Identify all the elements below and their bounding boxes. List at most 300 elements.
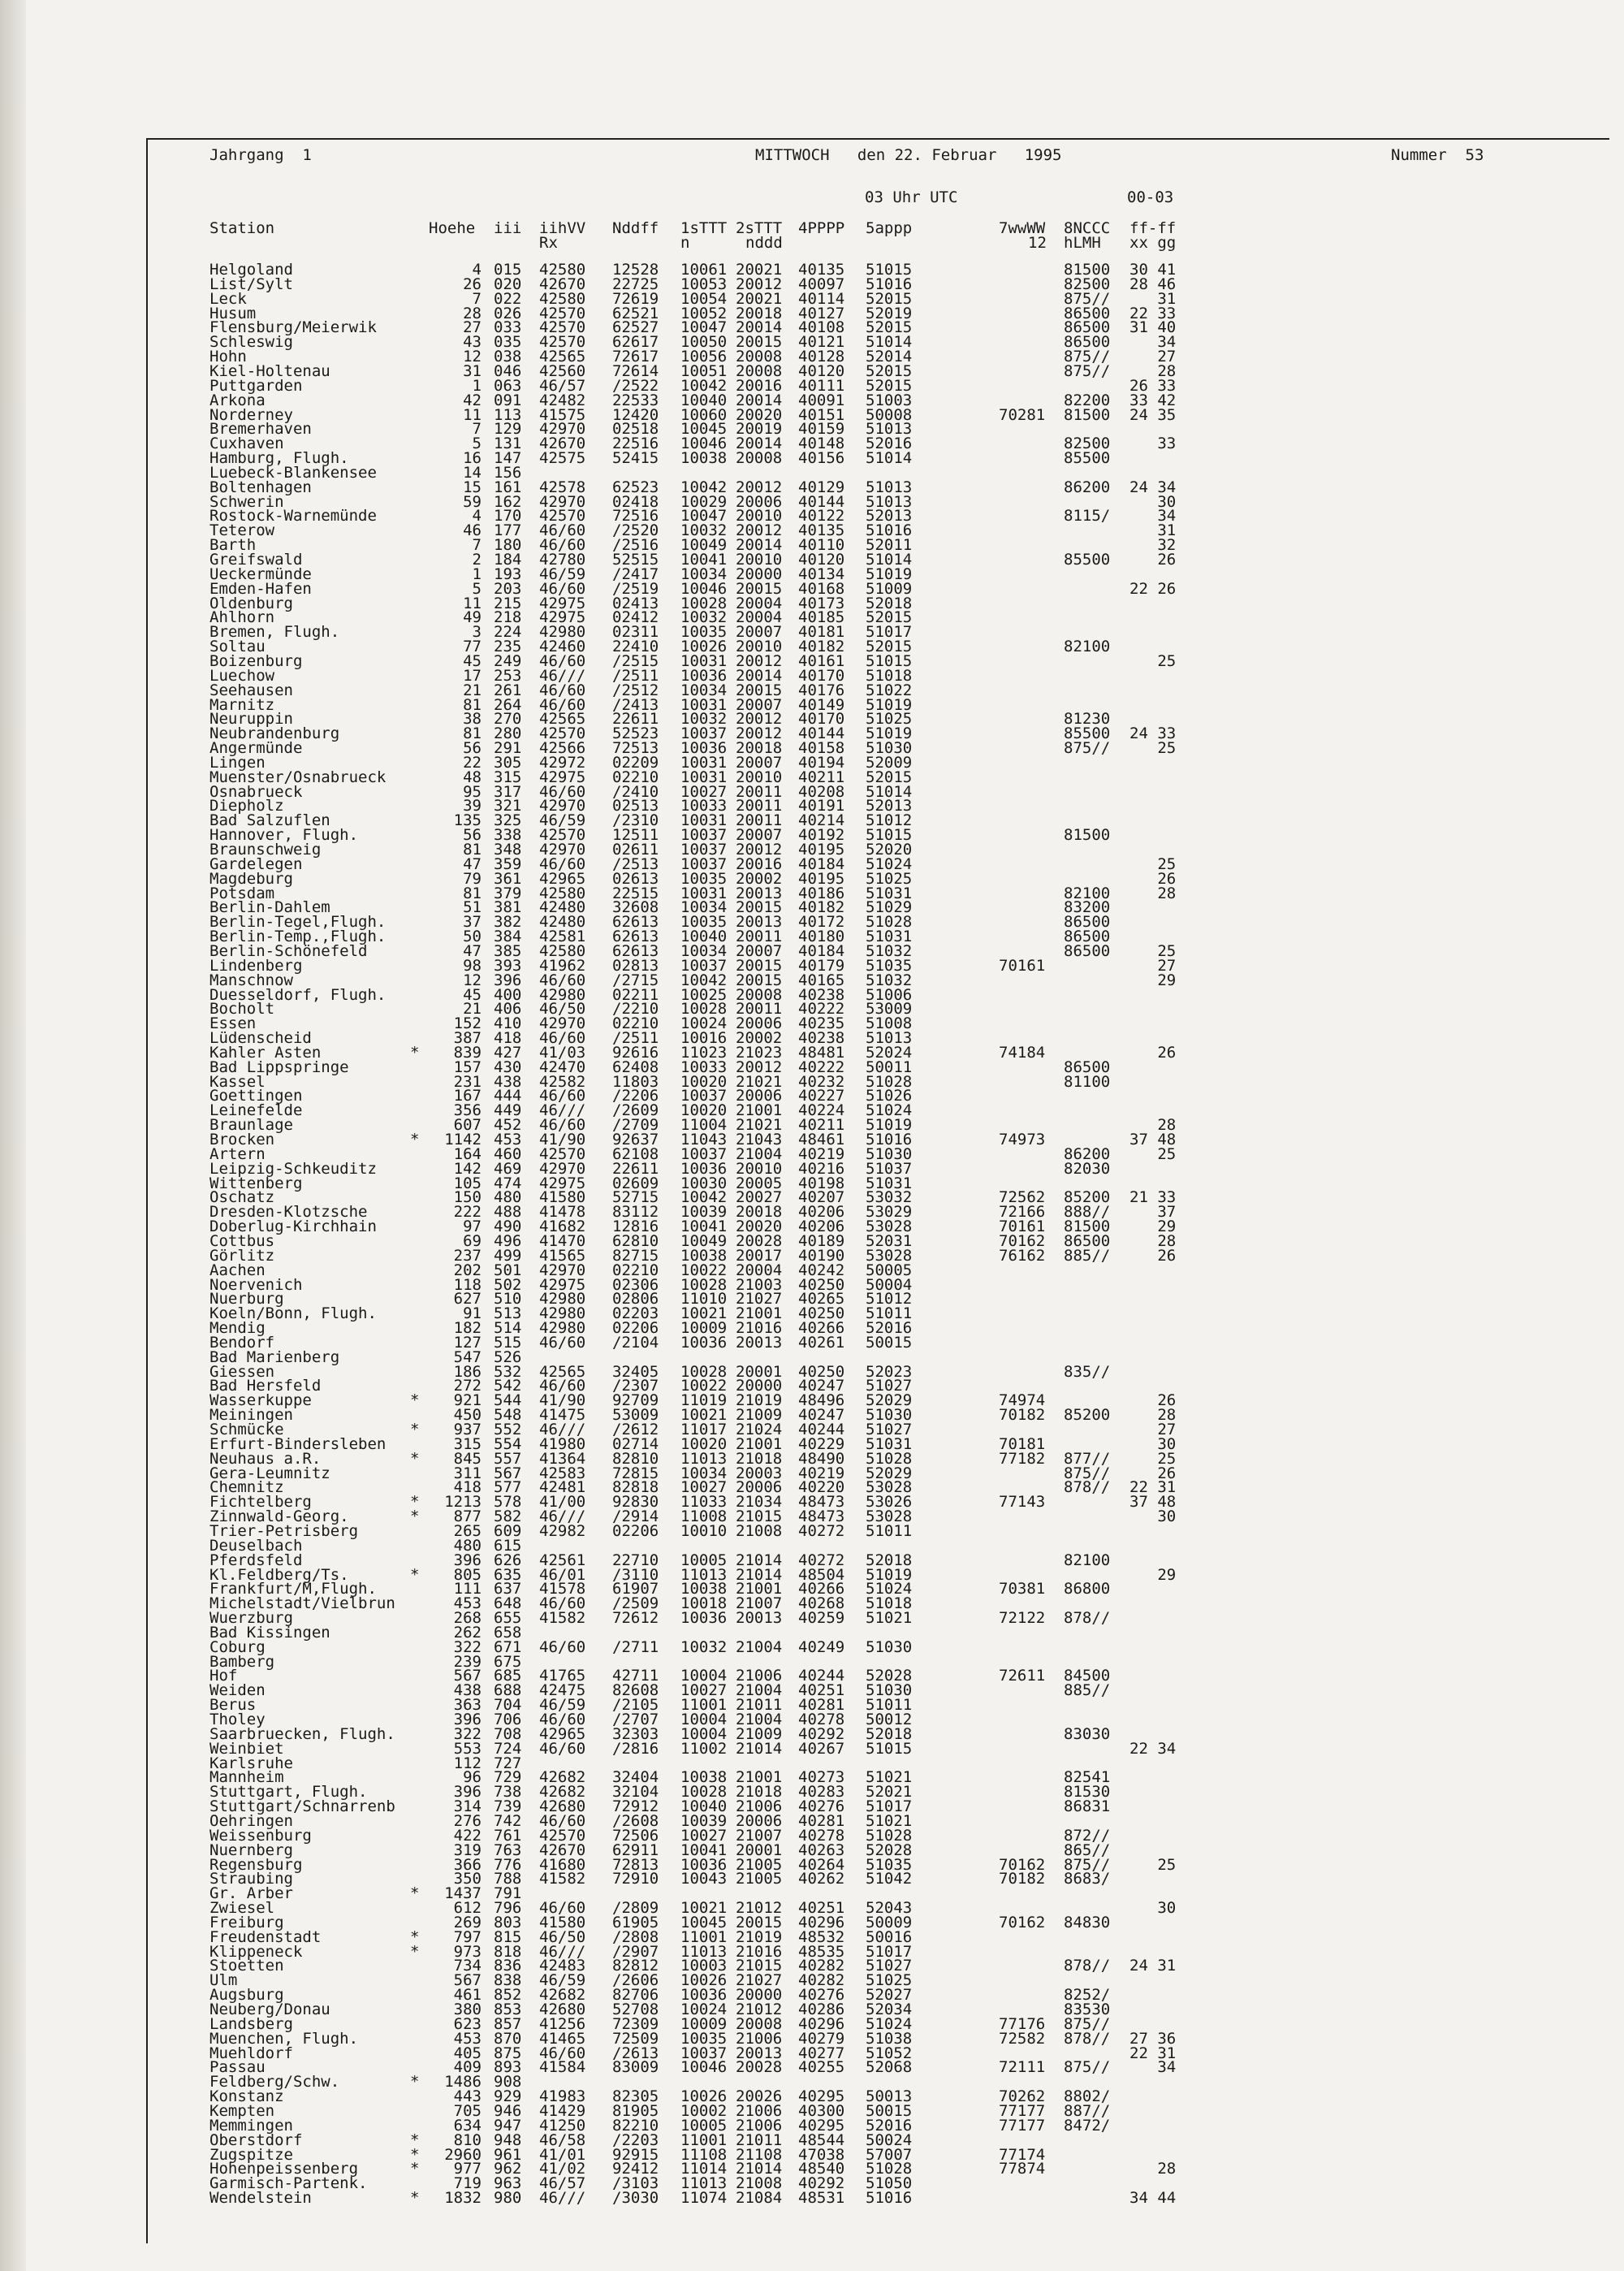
cell-a5: 52015 [866, 768, 913, 786]
cell-p4: 40295 [798, 2116, 845, 2135]
cell-p4: 40097 [798, 275, 845, 293]
cell-hoehe: 607 [453, 1116, 482, 1135]
cell-n8: 86500 [1064, 913, 1111, 932]
cell-station: Angermünde [209, 739, 303, 758]
cell-iii: 675 [494, 1652, 522, 1671]
cell-station: Ahlhorn [209, 608, 275, 627]
cell-iii: 526 [494, 1347, 522, 1366]
cell-hoehe: 311 [453, 1464, 482, 1482]
cell-t1: 10042 [680, 478, 728, 496]
cell-ihvv: 42670 [539, 435, 586, 453]
cell-iii: 113 [494, 405, 522, 424]
cell-hoehe: 1213 [444, 1493, 482, 1512]
cell-ihvv: 46/60 [539, 1087, 586, 1105]
cell-ndff: 92412 [612, 2160, 659, 2178]
cell-ff: 22 34 [1129, 1739, 1177, 1758]
cell-hoehe: 202 [453, 1261, 482, 1279]
cell-hoehe: 839 [453, 1043, 482, 1062]
cell-ihvv: 41364 [539, 1449, 586, 1468]
cell-t1: 10004 [680, 1711, 728, 1728]
cell-ndff: /2914 [612, 1508, 659, 1526]
date-line: MITTWOCH den 22. Februar 1995 [755, 146, 1062, 164]
cell-station: Stuttgart/Schnarrenb [209, 1797, 395, 1816]
cell-ndff: 02611 [612, 841, 659, 859]
cell-iii: 162 [494, 492, 522, 511]
cell-ndff: 02210 [612, 1261, 659, 1279]
cell-p4: 40244 [798, 1421, 845, 1438]
cell-ndff: 83009 [612, 2058, 659, 2077]
cell-hoehe: 396 [453, 1783, 482, 1802]
cell-ndff: /2609 [612, 1101, 659, 1120]
cell-star: * [410, 1391, 420, 1410]
cell-p4: 40108 [798, 318, 845, 337]
cell-hoehe: 48 [463, 768, 482, 786]
cell-p4: 48490 [798, 1449, 845, 1468]
cell-a5: 51019 [866, 1116, 913, 1135]
cell-iii: 131 [494, 435, 522, 453]
cell-a5: 51027 [866, 1377, 913, 1395]
cell-a5: 51012 [866, 1290, 913, 1309]
cell-a5: 51026 [866, 1087, 913, 1105]
cell-p4: 40222 [798, 1058, 845, 1076]
cell-station: Neuruppin [209, 710, 293, 729]
cell-ihvv: 42570 [539, 1826, 586, 1845]
cell-hoehe: 186 [453, 1362, 482, 1381]
cell-ihvv: 42460 [539, 638, 586, 656]
cell-ndff: 42711 [612, 1667, 659, 1685]
cell-iii: 501 [494, 1261, 522, 1279]
cell-ndff: 32608 [612, 898, 659, 917]
cell-n8: 81500 [1064, 826, 1111, 845]
cell-p4: 40276 [798, 1797, 845, 1816]
cell-a5: 51019 [866, 725, 913, 743]
cell-ihvv: 42680 [539, 2001, 586, 2018]
cell-iii: 235 [494, 638, 522, 656]
cell-t2: 20008 [736, 449, 783, 468]
cell-ndff: 82818 [612, 1478, 659, 1497]
cell-t2: 20004 [736, 594, 783, 612]
cell-ndff: 02413 [612, 594, 659, 612]
cell-hoehe: 51 [463, 898, 482, 917]
cell-t1: 10038 [680, 1768, 728, 1787]
cell-a5: 51028 [866, 913, 913, 932]
cell-station: Bocholt [209, 1000, 275, 1019]
cell-t1: 10025 [680, 985, 728, 1004]
col-station: Station [209, 219, 275, 237]
cell-n8: 878// [1064, 2029, 1111, 2048]
cell-t2: 21001 [736, 1304, 783, 1323]
cell-station: Goettingen [209, 1087, 303, 1105]
cell-a5: 51019 [866, 695, 913, 714]
cell-station: Arkona [209, 391, 266, 409]
cell-t1: 10031 [680, 753, 728, 772]
cell-t1: 10037 [680, 1144, 728, 1163]
cell-ff: 28 [1129, 884, 1177, 902]
cell-iii: 870 [494, 2029, 522, 2048]
cell-a5: 51028 [866, 1072, 913, 1091]
cell-ndff: 62617 [612, 333, 659, 352]
cell-station: Saarbruecken, Flugh. [209, 1724, 395, 1743]
cell-a5: 51016 [866, 275, 913, 293]
cell-n8: 86500 [1064, 333, 1111, 352]
cell-hoehe: 567 [453, 1971, 482, 1990]
cell-station: Boltenhagen [209, 478, 312, 496]
cell-p4: 40111 [798, 376, 845, 395]
cell-p4: 40261 [798, 1333, 845, 1352]
cell-station: Wasserkuppe [209, 1391, 312, 1410]
cell-t2: 21034 [736, 1493, 783, 1512]
cell-iii: 224 [494, 623, 522, 642]
cell-p4: 40286 [798, 2001, 845, 2018]
cell-n8: 875// [1064, 739, 1111, 758]
cell-hoehe: 418 [453, 1478, 482, 1497]
cell-station: Lingen [209, 753, 266, 772]
cell-t2: 21007 [736, 1594, 783, 1613]
cell-t1: 10033 [680, 1058, 728, 1076]
cell-a5: 52020 [866, 841, 913, 859]
cell-station: Potsdam [209, 884, 275, 902]
cell-p4: 40184 [798, 854, 845, 873]
col-t2: 2sTTT [736, 219, 783, 237]
cell-iii: 035 [494, 333, 522, 352]
cell-iii: 129 [494, 420, 522, 439]
cell-t2: 20010 [736, 1159, 783, 1178]
cell-ihvv: 42580 [539, 261, 586, 279]
cell-t1: 11001 [680, 1927, 728, 1946]
cell-p4: 40192 [798, 826, 845, 845]
cell-ihvv: 41682 [539, 1218, 586, 1236]
cell-hoehe: 39 [463, 797, 482, 815]
cell-a5: 52028 [866, 1667, 913, 1685]
cell-ww: 70381 [999, 1580, 1046, 1598]
cell-hoehe: 164 [453, 1144, 482, 1163]
cell-hoehe: 547 [453, 1347, 482, 1366]
cell-station: Wendelstein [209, 2189, 312, 2208]
cell-n8: 86500 [1064, 1231, 1111, 1250]
cell-hoehe: 937 [453, 1421, 482, 1438]
cell-ihvv: 42965 [539, 869, 586, 888]
cell-p4: 40295 [798, 2087, 845, 2106]
cell-t2: 21019 [736, 1927, 783, 1946]
cell-a5: 52009 [866, 753, 913, 772]
cell-t1: 10034 [680, 1464, 728, 1482]
cell-station: Lindenberg [209, 956, 303, 975]
cell-p4: 40219 [798, 1144, 845, 1163]
cell-p4: 40156 [798, 449, 845, 468]
cell-ihvv: 41765 [539, 1667, 586, 1685]
cell-t2: 21021 [736, 1072, 783, 1091]
cell-a5: 52018 [866, 1724, 913, 1743]
cell-ndff: 72309 [612, 2014, 659, 2033]
cell-a5: 52018 [866, 594, 913, 612]
cell-a5: 52016 [866, 435, 913, 453]
cell-n8: 82500 [1064, 275, 1111, 293]
cell-ndff: 32303 [612, 1724, 659, 1743]
cell-t2: 20012 [736, 1058, 783, 1076]
cell-iii: 280 [494, 725, 522, 743]
cell-ff: 28 [1129, 1231, 1177, 1250]
cell-iii: 291 [494, 739, 522, 758]
cell-p4: 40170 [798, 666, 845, 685]
cell-hoehe: 877 [453, 1508, 482, 1526]
cell-t2: 20018 [736, 739, 783, 758]
cell-hoehe: 81 [463, 725, 482, 743]
cell-n8: 82100 [1064, 638, 1111, 656]
cell-t2: 20012 [736, 725, 783, 743]
cell-ndff: 62521 [612, 304, 659, 322]
cell-a5: 51014 [866, 333, 913, 352]
cell-iii: 609 [494, 1521, 522, 1540]
cell-ww: 77143 [999, 1493, 1046, 1512]
cell-ihvv: 42980 [539, 623, 586, 642]
cell-p4: 40250 [798, 1275, 845, 1294]
cell-station: Seehausen [209, 681, 293, 699]
cell-t1: 10020 [680, 1072, 728, 1091]
cell-a5: 51024 [866, 854, 913, 873]
cell-p4: 40185 [798, 608, 845, 627]
cell-p4: 40244 [798, 1667, 845, 1685]
cell-t2: 20002 [736, 1029, 783, 1048]
cell-ndff: 92637 [612, 1131, 659, 1148]
cell-t2: 21018 [736, 1783, 783, 1802]
cell-t1: 10002 [680, 2101, 728, 2120]
cell-ihvv: 41584 [539, 2058, 586, 2077]
cell-t1: 10031 [680, 811, 728, 830]
cell-a5: 52011 [866, 536, 913, 555]
cell-hoehe: 363 [453, 1696, 482, 1715]
cell-n8: 8115/ [1064, 507, 1111, 526]
cell-iii: 444 [494, 1087, 522, 1105]
cell-a5: 51003 [866, 391, 913, 409]
cell-t1: 10024 [680, 1014, 728, 1033]
cell-ndff: 02206 [612, 1319, 659, 1338]
cell-station: Artern [209, 1144, 266, 1163]
cell-station: Braunlage [209, 1116, 293, 1135]
cell-ndff: 02412 [612, 608, 659, 627]
cell-iii: 577 [494, 1478, 522, 1497]
cell-t1: 10027 [680, 1478, 728, 1497]
cell-iii: 393 [494, 956, 522, 975]
cell-t2: 20021 [736, 289, 783, 308]
cell-t1: 10010 [680, 1521, 728, 1540]
cell-t2: 20015 [736, 1913, 783, 1931]
cell-a5: 51029 [866, 898, 913, 917]
cell-a5: 51038 [866, 2029, 913, 2048]
cell-ndff: /2816 [612, 1739, 659, 1758]
cell-ndff: /2310 [612, 811, 659, 830]
cell-ndff: 62527 [612, 318, 659, 337]
cell-a5: 52068 [866, 2058, 913, 2077]
cell-t1: 10051 [680, 361, 728, 380]
cell-hoehe: 45 [463, 651, 482, 670]
cell-ihvv: 42970 [539, 841, 586, 859]
cell-p4: 40189 [798, 1231, 845, 1250]
cell-ndff: 02613 [612, 869, 659, 888]
cell-t1: 10034 [680, 681, 728, 699]
cell-hoehe: 17 [463, 666, 482, 685]
cell-ihvv: 41580 [539, 1188, 586, 1207]
cell-p4: 40127 [798, 304, 845, 322]
cell-ff: 24 31 [1129, 1957, 1177, 1975]
cell-n8: 82100 [1064, 1551, 1111, 1569]
cell-iii: 156 [494, 463, 522, 482]
cell-t2: 21016 [736, 1942, 783, 1961]
cell-ndff: 72815 [612, 1464, 659, 1482]
cell-a5: 51032 [866, 971, 913, 989]
cell-iii: 038 [494, 348, 522, 366]
cell-station: Hannover, Flugh. [209, 826, 359, 845]
cell-station: Brocken [209, 1131, 275, 1148]
cell-ihvv: 41/90 [539, 1131, 586, 1148]
cell-a5: 52019 [866, 304, 913, 322]
cell-station: Lüdenscheid [209, 1029, 312, 1048]
cell-iii: 776 [494, 1855, 522, 1874]
cell-ff: 29 [1129, 1565, 1177, 1584]
cell-t1: 10032 [680, 608, 728, 627]
cell-ww: 74973 [999, 1131, 1046, 1148]
cell-n8: 83530 [1064, 2001, 1111, 2018]
cell-a5: 51027 [866, 1957, 913, 1975]
cell-t1: 10031 [680, 768, 728, 786]
cell-t1: 10004 [680, 1667, 728, 1685]
cell-iii: 249 [494, 651, 522, 670]
cell-station: Oehringen [209, 1811, 293, 1830]
cell-t1: 10032 [680, 1637, 728, 1656]
cell-iii: 177 [494, 521, 522, 540]
cell-iii: 893 [494, 2058, 522, 2077]
cell-ndff: /2608 [612, 1811, 659, 1830]
cell-hoehe: 22 [463, 753, 482, 772]
cell-station: Trier-Petrisberg [209, 1521, 359, 1540]
cell-t1: 11017 [680, 1421, 728, 1438]
cell-hoehe: 96 [463, 1768, 482, 1787]
cell-p4: 40120 [798, 361, 845, 380]
cell-a5: 52031 [866, 1231, 913, 1250]
cell-ww: 70162 [999, 1913, 1046, 1931]
cell-iii: 264 [494, 695, 522, 714]
cell-ihvv: 42682 [539, 1768, 586, 1787]
cell-p4: 40206 [798, 1218, 845, 1236]
cell-a5: 51030 [866, 739, 913, 758]
cell-iii: 063 [494, 376, 522, 395]
cell-hoehe: 1832 [444, 2189, 482, 2208]
cell-p4: 40144 [798, 725, 845, 743]
cell-t2: 21016 [736, 1319, 783, 1338]
cell-iii: 815 [494, 1927, 522, 1946]
cell-iii: 962 [494, 2160, 522, 2178]
cell-a5: 51011 [866, 1696, 913, 1715]
cell-ihvv: 42570 [539, 826, 586, 845]
cell-station: Meiningen [209, 1406, 293, 1425]
cell-station: Magdeburg [209, 869, 293, 888]
cell-station: Marnitz [209, 695, 275, 714]
cell-t1: 11074 [680, 2189, 728, 2208]
cell-iii: 338 [494, 826, 522, 845]
cell-a5: 51030 [866, 1681, 913, 1700]
issue-number: Nummer 53 [1391, 146, 1484, 164]
cell-hoehe: 46 [463, 521, 482, 540]
cell-a5: 51024 [866, 1580, 913, 1598]
cell-t2: 20021 [736, 261, 783, 279]
cell-station: Schmücke [209, 1421, 284, 1438]
cell-p4: 40278 [798, 1711, 845, 1728]
col-p4: 4PPPP [798, 219, 845, 237]
cell-ff: 32 [1129, 536, 1177, 555]
cell-t1: 10027 [680, 1826, 728, 1845]
cell-ihvv: 41475 [539, 1406, 586, 1425]
cell-ndff: /2515 [612, 651, 659, 670]
cell-ff: 22 26 [1129, 579, 1177, 598]
cell-star: * [410, 1131, 420, 1148]
cell-t2: 20006 [736, 1087, 783, 1105]
cell-station: Bendorf [209, 1333, 275, 1352]
cell-t2: 20006 [736, 1811, 783, 1830]
cell-hoehe: 5 [472, 579, 482, 598]
cell-ndff: 72619 [612, 289, 659, 308]
cell-ihvv: 46/// [539, 1942, 586, 1961]
cell-n8: 888// [1064, 1203, 1111, 1222]
cell-hoehe: 396 [453, 1551, 482, 1569]
cell-ndff: /2711 [612, 1637, 659, 1656]
cell-t2: 20007 [736, 695, 783, 714]
cell-a5: 51024 [866, 2014, 913, 2033]
cell-n8: 81230 [1064, 710, 1111, 729]
cell-a5: 52027 [866, 1986, 913, 2005]
cell-p4: 40264 [798, 1855, 845, 1874]
cell-hoehe: 973 [453, 1942, 482, 1961]
time-label: 03 Uhr UTC [865, 188, 958, 206]
cell-t1: 10028 [680, 594, 728, 612]
cell-iii: 490 [494, 1218, 522, 1236]
cell-ff: 37 48 [1129, 1493, 1177, 1512]
cell-p4: 40122 [798, 507, 845, 526]
cell-station: Duesseldorf, Flugh. [209, 985, 387, 1004]
cell-t1: 10041 [680, 551, 728, 569]
cell-t1: 10035 [680, 623, 728, 642]
cell-hoehe: 319 [453, 1841, 482, 1859]
cell-t1: 10042 [680, 376, 728, 395]
cell-ndff: 02513 [612, 797, 659, 815]
cell-hoehe: 1 [472, 565, 482, 583]
cell-p4: 40176 [798, 681, 845, 699]
cell-t2: 20006 [736, 1014, 783, 1033]
cell-ihvv: 42582 [539, 1072, 586, 1091]
cell-ihvv: 46/60 [539, 2044, 586, 2062]
cell-ihvv: 42581 [539, 928, 586, 946]
cell-station: Bamberg [209, 1652, 275, 1671]
cell-ndff: /2513 [612, 854, 659, 873]
cell-hoehe: 50 [463, 928, 482, 946]
cell-ihvv: 42975 [539, 594, 586, 612]
cell-a5: 50009 [866, 1913, 913, 1931]
cell-iii: 729 [494, 1768, 522, 1787]
cell-p4: 40173 [798, 594, 845, 612]
cell-station: Oldenburg [209, 594, 293, 612]
cell-ndff: 22515 [612, 884, 659, 902]
cell-ihvv: 42970 [539, 1261, 586, 1279]
cell-t2: 20012 [736, 841, 783, 859]
cell-hoehe: 56 [463, 826, 482, 845]
cell-ff: 25 [1129, 941, 1177, 960]
cell-p4: 40259 [798, 1609, 845, 1628]
cell-a5: 51013 [866, 492, 913, 511]
cell-t1: 10042 [680, 1188, 728, 1207]
cell-hoehe: 322 [453, 1724, 482, 1743]
cell-t1: 10004 [680, 1724, 728, 1743]
cell-ihvv: 41/01 [539, 2145, 586, 2164]
cell-p4: 48473 [798, 1508, 845, 1526]
cell-ihvv: 46/60 [539, 854, 586, 873]
